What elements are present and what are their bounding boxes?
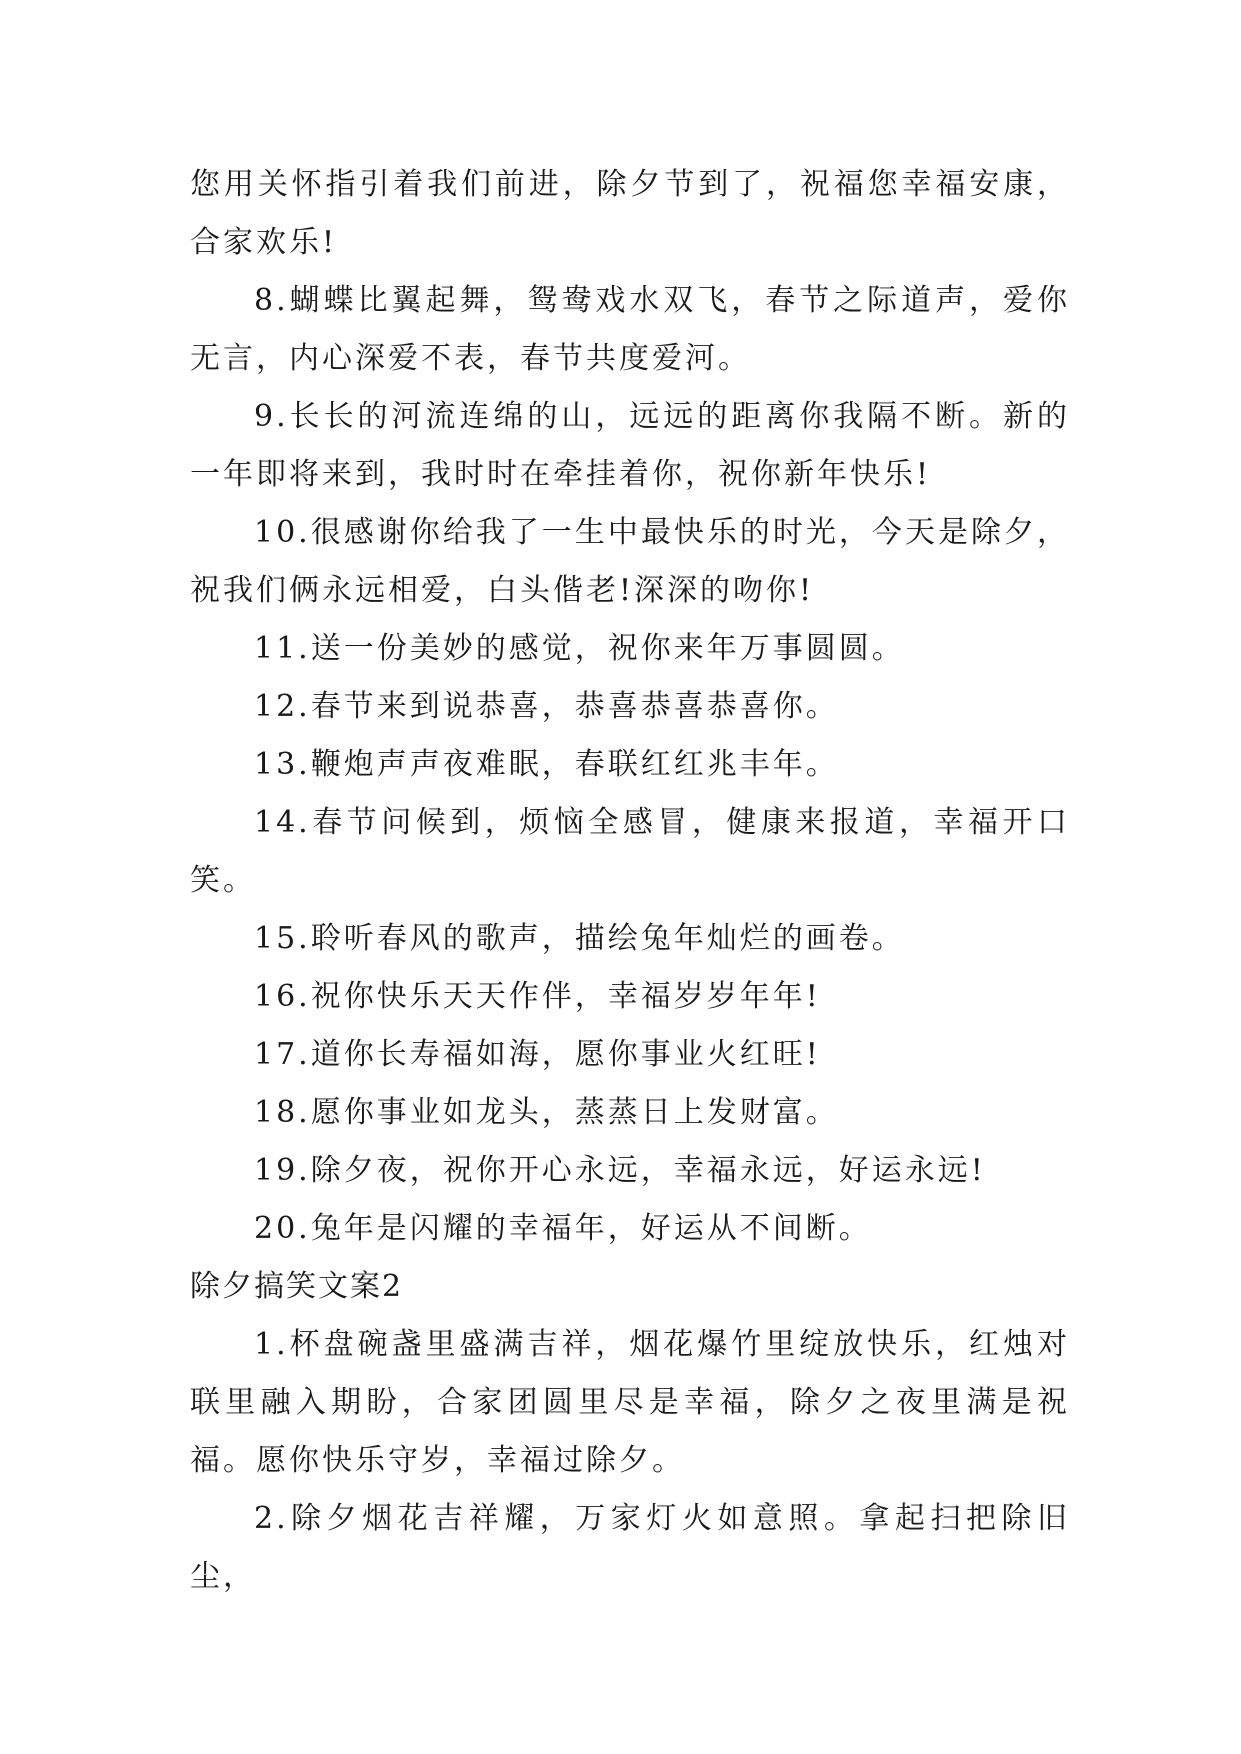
paragraph-item-10: 10.很感谢你给我了一生中最快乐的时光，今天是除夕，祝我们俩永远相爱，白头偕老!深深的吻你! xyxy=(190,515,1070,608)
section-paragraph-item-2: 2.除夕烟花吉祥耀，万家灯火如意照。拿起扫把除旧尘， xyxy=(190,1501,1070,1594)
paragraph-item-11: 11.送一份美妙的感觉，祝你来年万事圆圆。 xyxy=(254,631,905,666)
section-heading: 除夕搞笑文案2 xyxy=(190,1269,404,1304)
section-paragraph-item-1: 1.杯盘碗盏里盛满吉祥，烟花爆竹里绽放快乐，红烛对联里融入期盼，合家团圆里尽是幸福，除夕之夜里满是祝福。愿你快乐守岁，幸福过除夕。 xyxy=(190,1327,1070,1478)
paragraph-item-14: 14.春节问候到，烦恼全感冒，健康来报道，幸福开口笑。 xyxy=(190,805,1070,898)
paragraph-item-16: 16.祝你快乐天天作伴，幸福岁岁年年! xyxy=(254,979,821,1014)
paragraph-item-19: 19.除夕夜，祝你开心永远，幸福永远，好运永远! xyxy=(254,1153,986,1188)
paragraph-item-9: 9.长长的河流连绵的山，远远的距离你我隔不断。新的一年即将来到，我时时在牵挂着你，祝你新年快乐! xyxy=(190,399,1070,492)
paragraph-item-13: 13.鞭炮声声夜难眠，春联红红兆丰年。 xyxy=(254,747,839,782)
paragraph-continued: 您用关怀指引着我们前进，除夕节到了，祝福您幸福安康，合家欢乐! xyxy=(190,167,1070,260)
paragraph-item-15: 15.聆听春风的歌声，描绘兔年灿烂的画卷。 xyxy=(254,921,905,956)
paragraph-item-18: 18.愿你事业如龙头，蒸蒸日上发财富。 xyxy=(254,1095,839,1130)
document-body xyxy=(190,156,1070,1606)
paragraph-item-12: 12.春节来到说恭喜，恭喜恭喜恭喜你。 xyxy=(254,689,839,724)
paragraph-item-20: 20.兔年是闪耀的幸福年，好运从不间断。 xyxy=(254,1211,872,1246)
paragraph-item-17: 17.道你长寿福如海，愿你事业火红旺! xyxy=(254,1037,821,1072)
paragraph-item-8: 8.蝴蝶比翼起舞，鸳鸯戏水双飞，春节之际道声，爱你无言，内心深爱不表，春节共度爱河。 xyxy=(190,283,1070,376)
